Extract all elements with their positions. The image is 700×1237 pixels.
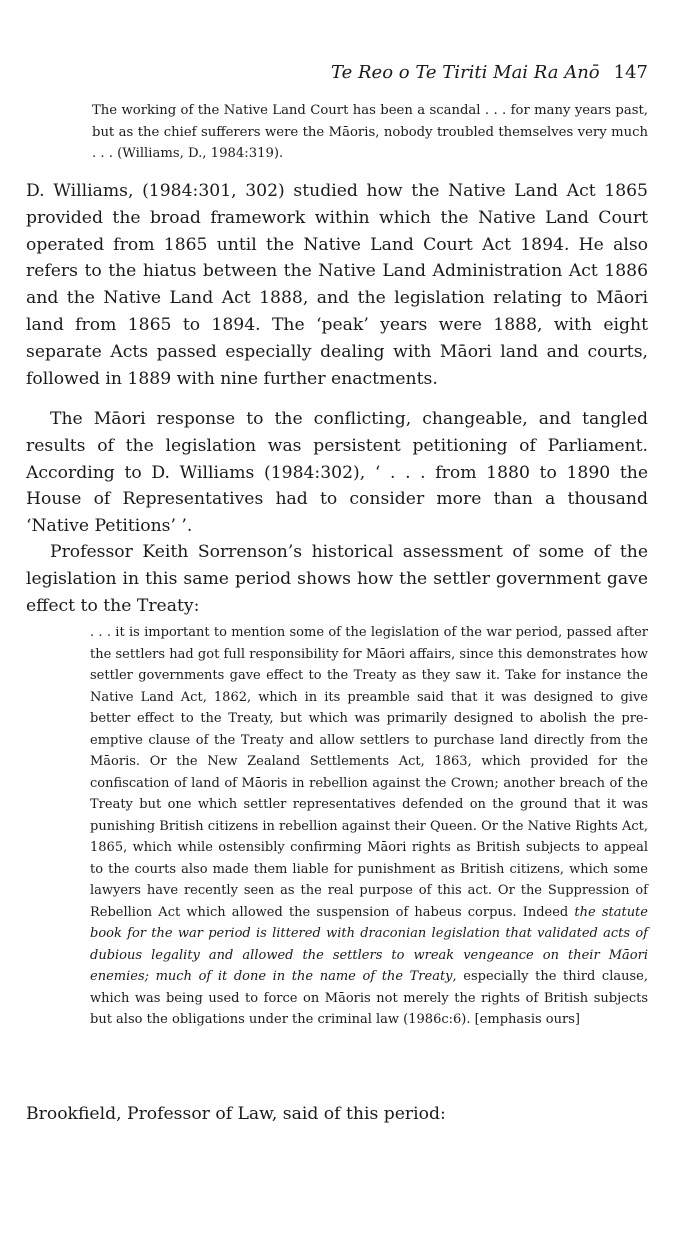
paragraph-maori-response: The Māori response to the conflicting, changeable, and tangled results of the legislation was persistent petitioning of Parliament. According to D. Williams (1984:302), ‘ . . . from 1880 to 1890 the House of Representatives had to consider more than a thousand ‘Native Petitions’ ’.: [26, 409, 648, 537]
page-number: 147: [613, 62, 648, 83]
quote-emphasis: the statute book for the war period is littered with draconian legislation that validated acts of dubious legality and allowed the settlers to wreak vengeance on their Māori enemies; much of it done in the name of the Treaty: [90, 904, 648, 984]
paragraph-sorrenson-intro: Professor Keith Sorrenson’s historical assessment of some of the legislation in this same period shows how the settler government gave effect to the Treaty:: [26, 542, 648, 616]
block-quote-williams: The working of the Native Land Court has been a scandal . . . for many years past, but as the chief sufferers were the Māoris, nobody troubled themselves very much . . . (Williams, D., 1984:319).: [92, 103, 648, 162]
paragraph-native-land-act: D. Williams, (1984:301, 302) studied how the Native Land Act 1865 provided the broad framework within which the Native Land Court operated from 1865 until the Native Land Court Act 1894. He also refers to the hiatus between the Native Land Administration Act 1886 and the Native Land Act 1888, and the legislation relating to Māori land from 1865 to 1894. The ‘peak’ years were 1888, with eight separate Acts passed especially dealing with Māori land and courts, followed in 1889 with nine further enactments.: [26, 181, 648, 389]
running-header: [26, 62, 648, 90]
block-quote-sorrenson: [90, 622, 648, 1031]
paragraph-brookfield: Brookfield, Professor of Law, said of this period:: [26, 1104, 446, 1124]
quote-text-part-1: . . . it is important to mention some of the legislation of the war period, passed after the settlers had got full responsibility for Māori affairs, since this demonstrates how settler governments gave effect to the Treaty as they saw it. Take for instance the Native Land Act, 1862, which in its preamble said that it was designed to give better effect to the Treaty, but which was primarily designed to abolish the pre-emptive clause of the Treaty and allow settlers to purchase land directly from the Māoris. Or the New Zealand Settlements Act, 1863, which provided for the confiscation of land of Māoris in rebellion against the Crown; another breach of the Treaty but one which settler representatives defended on the ground that it was punishing British citizens in rebellion against their Queen. Or the Native Rights Act, 1865, which while ostensibly confirming Māori rights as British subjects to appeal to the courts also made them liable for punishment as British citizens, which some lawyers have recently seen as the real purpose of this act. Or the Suppression of Rebellion Act which allowed the suspension of habeus corpus. Indeed: [90, 625, 648, 920]
running-title: Te Reo o Te Tiriti Mai Ra Anō: [331, 62, 600, 83]
quote-text-part-2: , especially the third clause, which was being used to force on Māoris not merely the rights of British subjects but also the obligations under the criminal law (1986c:6). [emphasis ours]: [90, 969, 648, 1027]
